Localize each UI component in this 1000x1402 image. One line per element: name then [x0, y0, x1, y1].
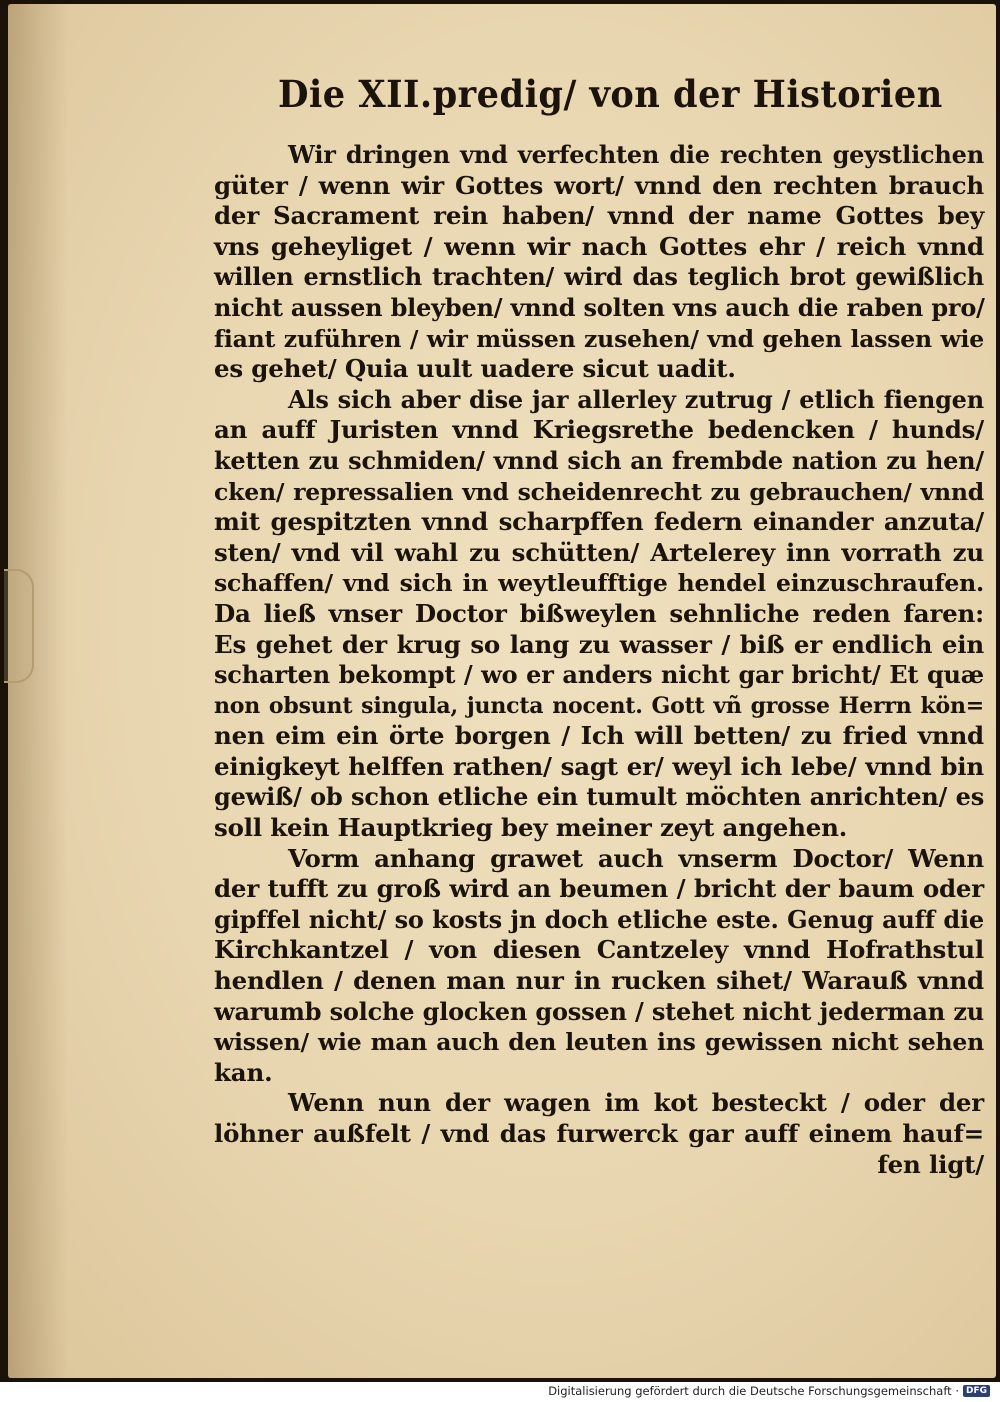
text-line: gipffel nicht/ so kosts jn doch etliche este. Genug auff die: [214, 904, 984, 934]
text-line: hendlen / denen man nur in rucken sihet/ Warauß vnnd: [214, 966, 984, 996]
page-edge-tab: [4, 569, 34, 683]
text-line: Wenn nun der wagen im kot besteckt / oder der: [288, 1088, 984, 1118]
text-line: an auff Juristen vnnd Kriegsrethe bedencken / hunds/: [214, 415, 984, 445]
page-heading: Die XII.predig/ von der Historien: [278, 72, 943, 116]
text-line: vns geheyliget / wenn wir nach Gottes ehr / reich vnnd: [214, 231, 984, 261]
text-line: Als sich aber dise jar allerley zutrug / etlich fiengen: [288, 384, 984, 414]
text-line: ketten zu schmiden/ vnnd sich an frembde nation zu hen/: [214, 445, 984, 475]
text-line: nicht aussen bleyben/ vnnd solten vns auch die raben pro/: [214, 292, 985, 322]
text-line: gewiß/ ob schon etliche ein tumult möchten anrichten/ es: [214, 782, 984, 812]
page-shadow: [8, 4, 68, 1378]
text-line: es gehet/ Quia uult uadere sicut uadit.: [214, 354, 736, 384]
text-line: soll kein Hauptkrieg bey meiner zeyt angehen.: [214, 813, 848, 843]
dfg-logo-icon: DFG: [963, 1385, 990, 1397]
text-line: warumb solche glocken gossen / stehet nicht jederman zu: [214, 996, 984, 1026]
text-line: cken/ repressalien vnd scheidenrecht zu gebrauchen/ vnnd: [214, 477, 984, 506]
text-line: non obsunt singula, juncta nocent. Gott vñ grosse Herrn kön=: [214, 692, 984, 719]
text-line: scharten bekompt / wo er anders nicht gar bricht/ Et quæ: [214, 660, 984, 690]
text-line: wissen/ wie man auch den leuten ins gewissen nicht sehen: [214, 1028, 984, 1057]
text-line: löhner außfelt / vnd das furwerck gar auff einem hauf=: [214, 1119, 984, 1148]
text-line: Da ließ vnser Doctor bißweylen sehnliche reden faren:: [214, 598, 984, 628]
text-line: mit gespitzten vnnd scharpffen federn einander anzuta/: [214, 507, 984, 537]
text-line: Vorm anhang grawet auch vnserm Doctor/ Wenn: [288, 843, 984, 873]
catchword-line: fen ligt/: [877, 1149, 984, 1179]
text-line: Wir dringen vnd verfechten die rechten geystlichen: [288, 140, 984, 169]
footer-text: Digitalisierung gefördert durch die Deutsche Forschungsgemeinschaft ·: [548, 1384, 959, 1398]
text-line: schaffen/ vnd sich in weytleufftige hendel einzuschraufen.: [214, 569, 984, 598]
text-line: der tufft zu groß wird an beumen / bricht der baum oder: [214, 874, 984, 904]
text-line: Es gehet der krug so lang zu wasser / biß er endlich ein: [214, 629, 984, 659]
text-line: fiant zuführen / wir müssen zusehen/ vnd gehen lassen wie: [214, 324, 984, 353]
text-line: willen ernstlich trachten/ wird das teglich brot gewißlich: [214, 262, 984, 292]
text-line: nen eim ein örte borgen / Ich will betten/ zu fried vnnd: [214, 721, 984, 751]
body-text: [214, 140, 984, 1180]
digitization-footer: [548, 1384, 990, 1398]
text-line: sten/ vnd vil wahl zu schütten/ Artelerey inn vorrath zu: [214, 537, 984, 567]
text-line: güter / wenn wir Gottes wort/ vnnd den rechten brauch: [214, 170, 984, 200]
text-line: der Sacrament rein haben/ vnnd der name Gottes bey: [214, 201, 984, 231]
text-line: kan.: [214, 1057, 273, 1087]
text-line: einigkeyt helffen rathen/ sagt er/ weyl ich lebe/ vnnd bin: [214, 751, 984, 781]
text-line: Kirchkantzel / von diesen Cantzeley vnnd Hofrathstul: [214, 935, 984, 965]
